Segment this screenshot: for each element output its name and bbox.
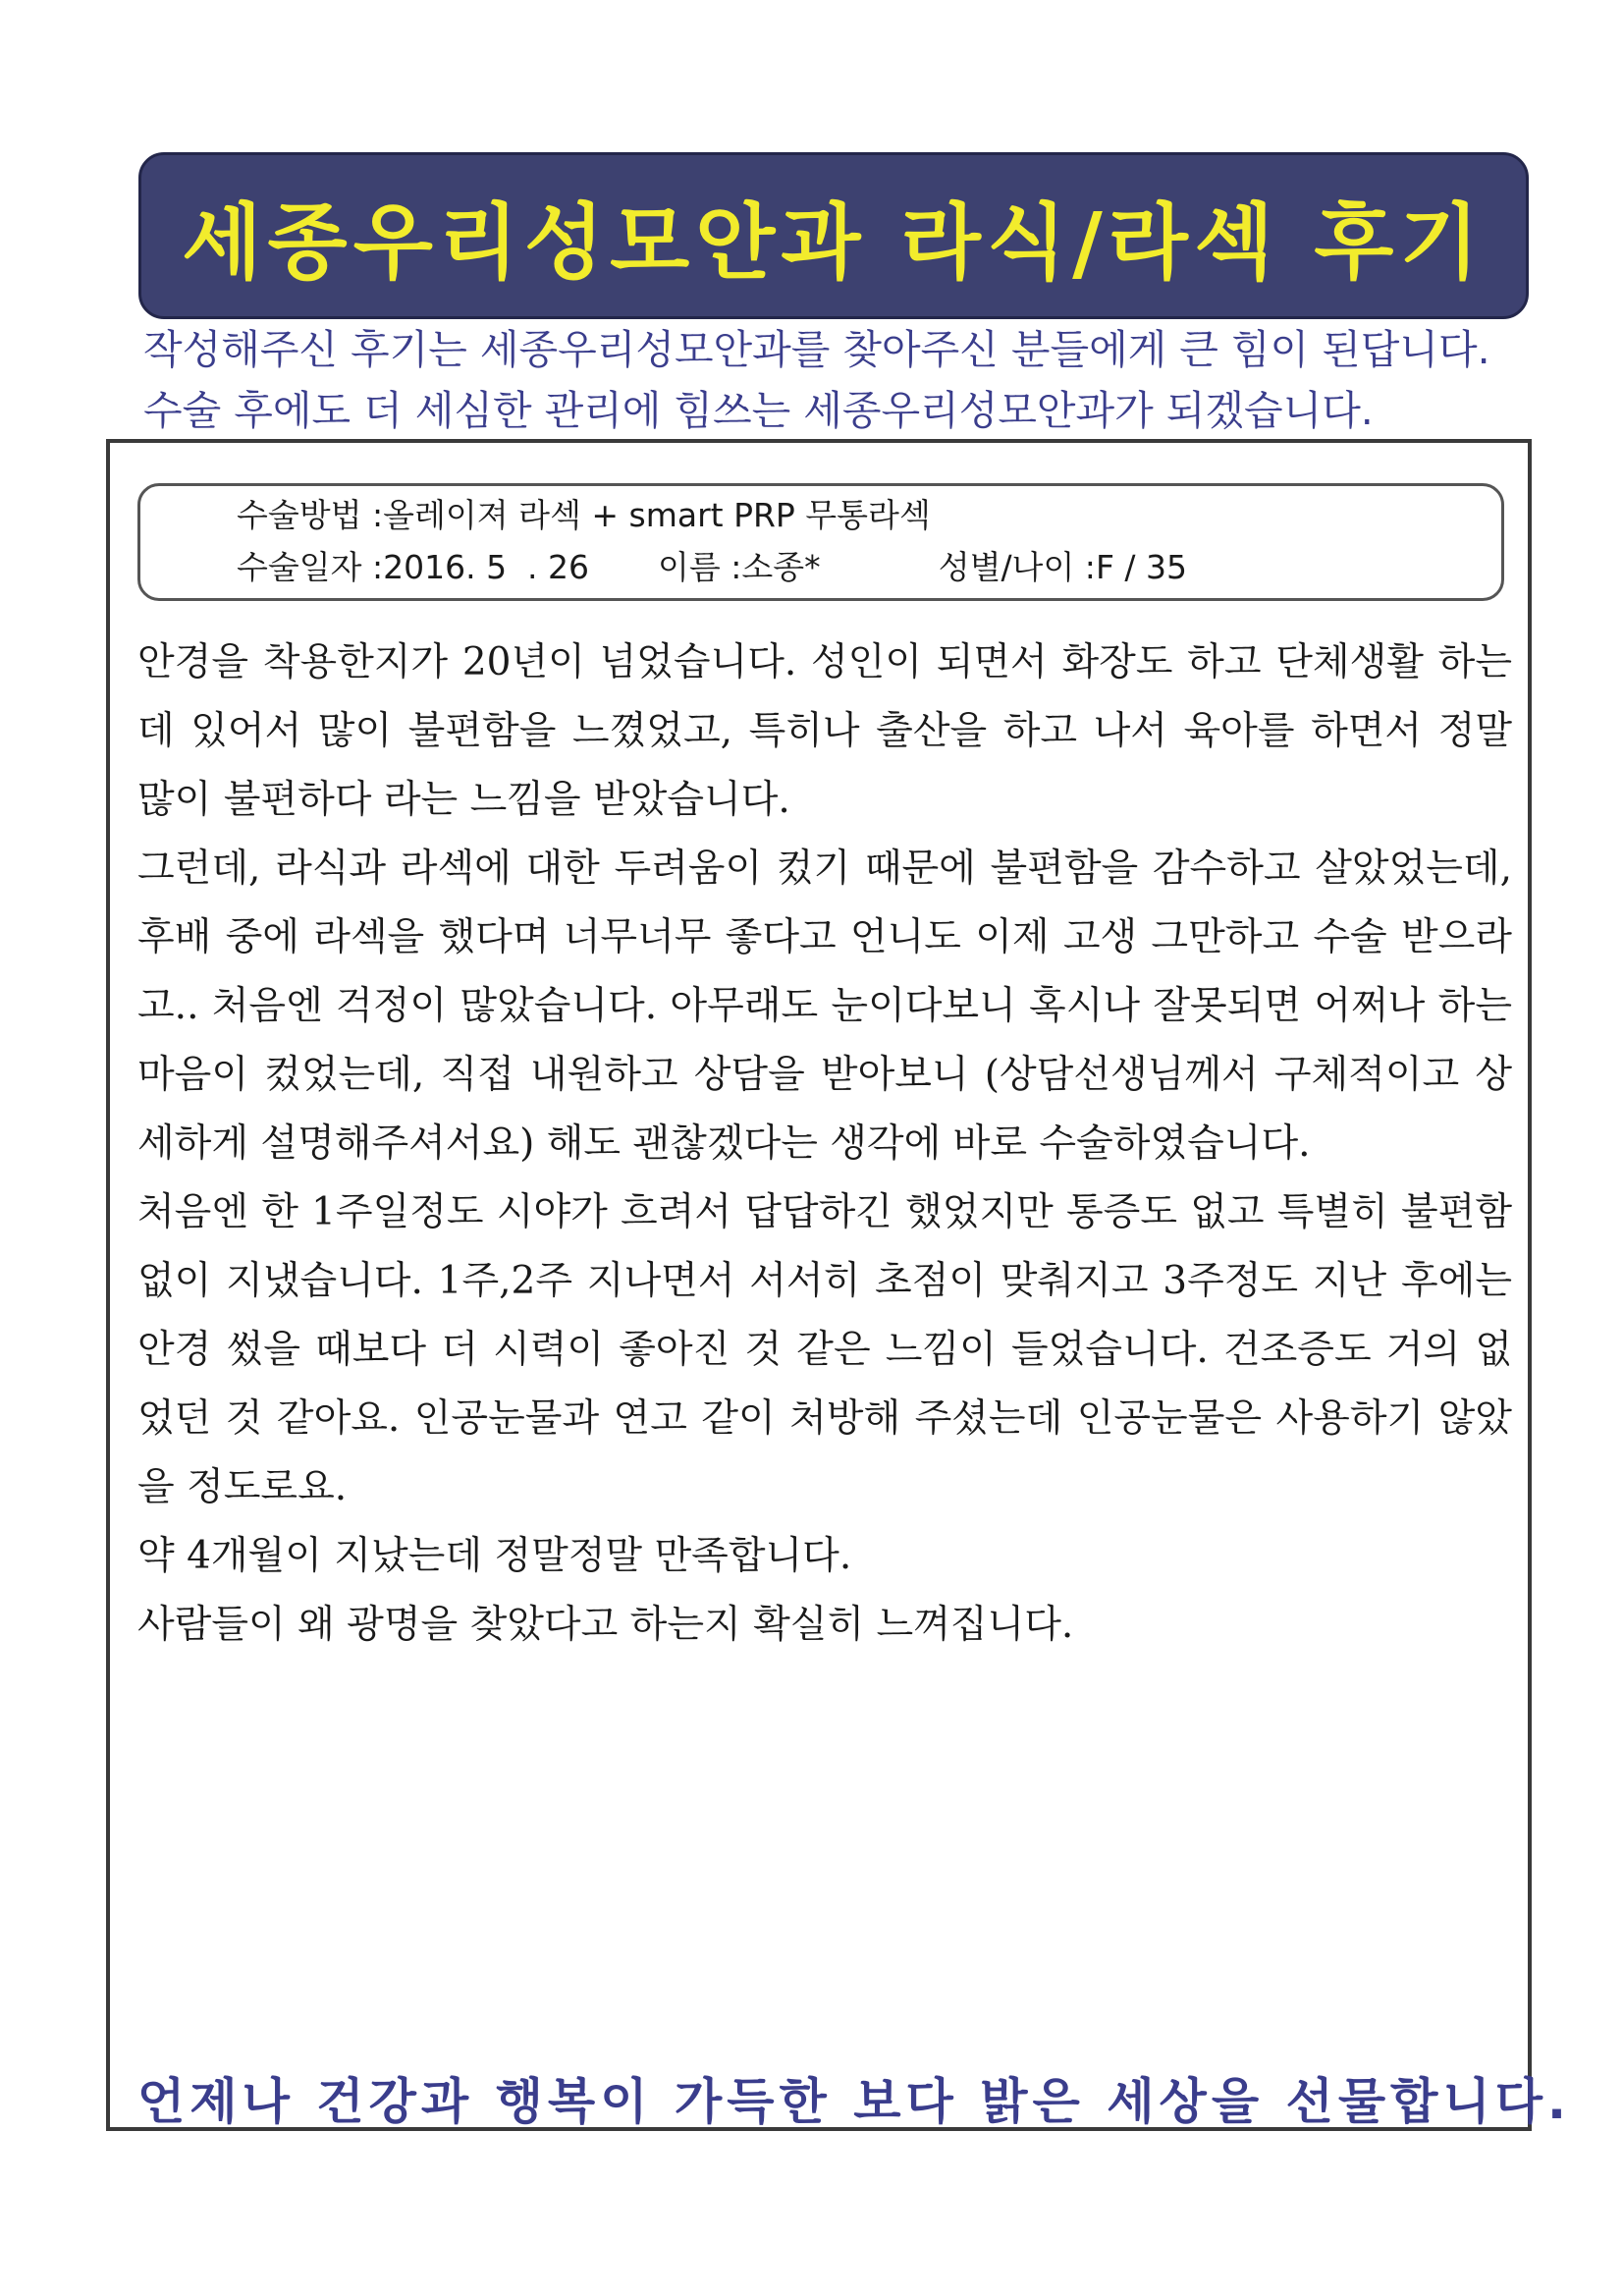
surgery-method-label: 수술방법 : [237,496,384,534]
review-paragraph: 안경을 착용한지가 20년이 넘었습니다. 성인이 되면서 화장도 하고 단체생활 하는데 있어서 많이 불편함을 느꼈었고, 특히나 출산을 하고 나서 육아를 하면서 정말 많이 불편하다 라는 느낌을 받았습니다. [137,640,1512,822]
page-title: 세종우리성모안과 라식/라섹 후기 [182,193,1486,291]
review-paragraph: 처음엔 한 1주일정도 시야가 흐려서 답답하긴 했었지만 통증도 없고 특별히 불편함 없이 지냈습니다. 1주,2주 지나면서 서서히 초점이 맞춰지고 3주정도 지난 후에는 안경 썼을 때보다 더 시력이 좋아진 것 같은 느낌이 들었습니다. 건조증도 거의 없었던 것 같아요. 인공눈물과 연고 같이 처방해 주셨는데 인공눈물은 사용하기 않았을 정도로요. [137,1190,1512,1509]
intro-text [143,319,1538,441]
surgery-date-value: 2016. 5 . 26 [383,548,590,586]
title-banner [138,152,1529,319]
patient-name-value: 소종* [741,548,821,586]
surgery-method-row [237,490,931,536]
surgery-date-label: 수술일자 : [237,548,384,586]
surgery-method-value: 올레이져 라섹 + smart PRP 무통라섹 [383,496,931,534]
surgery-info-box [137,483,1504,601]
review-paragraph: 사람들이 왜 광명을 찾았다고 하는지 확실히 느껴집니다. [137,1603,1074,1647]
review-body [137,629,1512,1660]
patient-name-label: 이름 : [658,548,742,586]
review-paragraph: 약 4개월이 지났는데 정말정말 만족합니다. [137,1534,852,1578]
surgery-details-row [237,542,1187,588]
gender-age-label: 성별/나이 : [938,548,1096,586]
review-paragraph: 그런데, 라식과 라섹에 대한 두려움이 컸기 때문에 불편함을 감수하고 살았었는데, 후배 중에 라섹을 했다며 너무너무 좋다고 언니도 이제 고생 그만하고 수술 받으라고.. 처음엔 걱정이 많았습니다. 아무래도 눈이다보니 혹시나 잘못되면 어쩌나 하는 마음이 컸었는데, 직접 내원하고 상담을 받아보니 (상담선생님께서 구체적이고 상세하게 설명해주셔서요) 해도 괜찮겠다는 생각에 바로 수술하였습니다. [137,847,1512,1166]
intro-line-2: 수술 후에도 더 세심한 관리에 힘쓰는 세종우리성모안과가 되겠습니다. [143,387,1374,434]
intro-line-1: 작성해주신 후기는 세종우리성모안과를 찾아주신 분들에게 큰 힘이 된답니다. [143,326,1490,373]
gender-age-value: F / 35 [1095,548,1188,586]
footer-slogan: 언제나 건강과 행복이 가득한 보다 밝은 세상을 선물합니다. [137,2073,1572,2130]
